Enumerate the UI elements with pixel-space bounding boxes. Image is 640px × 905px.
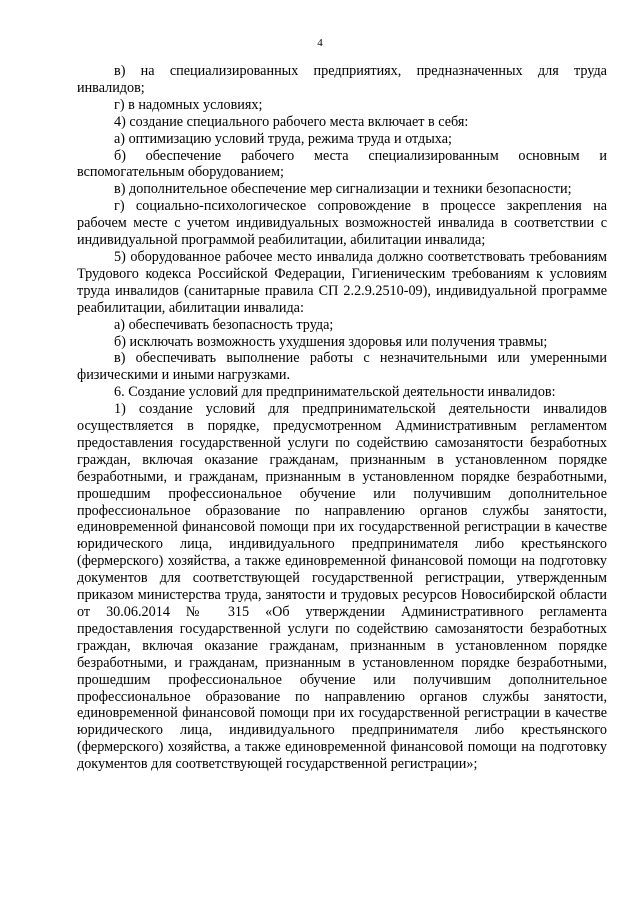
paragraph: г) социально-психологическое сопровождение в процессе закрепления на рабочем месте с учетом индивидуальных возможностей инвалида в соответствии с индивидуальной программой реабилитации, абилитации инвалида; xyxy=(77,198,607,249)
paragraph: г) в надомных условиях; xyxy=(114,96,263,113)
paragraph: б) исключать возможность ухудшения здоровья или получения травмы; xyxy=(114,333,548,350)
document-body xyxy=(77,63,607,773)
paragraph: б) обеспечение рабочего места специализированным основным и вспомогательным оборудованием; xyxy=(77,147,607,181)
paragraph: 1) создание условий для предпринимательской деятельности инвалидов осуществляется в порядке, предусмотренном Административным регламентом предоставления государственной услуги по содействию самозанятости безработных граждан, включая оказание гражданам, признанным в установленном порядке безработными, и гражданам, признанным в установленном порядке безработными, прошедшим профессиональное обучение или получившим дополнительное профессиональное образование по направлению органов службы занятости, единовременной финансовой помощи при их государственной регистрации в качестве юридического лица, индивидуального предпринимателя либо крестьянского (фермерского) хозяйства, а также единовременной финансовой помощи на подготовку документов для соответствующей государственной регистрации, утвержденным приказом министерства труда, занятости и трудовых ресурсов Новосибирской области от 30.06.2014 № 315 «Об утверждении Административного регламента предоставления государственной услуги по содействию самозанятости безработных граждан, включая оказание гражданам, признанным в установленном порядке безработными, и гражданам, признанным в установленном порядке безработными, прошедшим профессиональное обучение или получившим дополнительное профессиональное образование по направлению органов службы занятости, единовременной финансовой помощи при их государственной регистрации в качестве юридического лица, индивидуального предпринимателя либо крестьянского (фермерского) хозяйства, а также единовременной финансовой помощи на подготовку документов для соответствующей государственной регистрации»; xyxy=(77,401,607,773)
paragraph: в) на специализированных предприятиях, предназначенных для труда инвалидов; xyxy=(77,63,607,96)
paragraph: в) обеспечивать выполнение работы с незначительными или умеренными физическими и иными нагрузками. xyxy=(77,350,607,384)
paragraph: 5) оборудованное рабочее место инвалида должно соответствовать требованиям Трудового кодекса Российской Федерации, Гигиеническим требованиям к условиям труда инвалидов (санитарные правила СП 2.2.9.2510-09), индивидуальной программе реабилитации, абилитации инвалида: xyxy=(77,248,607,316)
paragraph: а) оптимизацию условий труда, режима труда и отдыха; xyxy=(114,130,452,147)
page-number: 4 xyxy=(317,37,323,49)
paragraph: 4) создание специального рабочего места включает в себя: xyxy=(114,113,469,130)
paragraph: в) дополнительное обеспечение мер сигнализации и техники безопасности; xyxy=(114,181,572,198)
paragraph: а) обеспечивать безопасность труда; xyxy=(114,316,334,333)
paragraph: 6. Создание условий для предпринимательской деятельности инвалидов: xyxy=(114,384,556,401)
